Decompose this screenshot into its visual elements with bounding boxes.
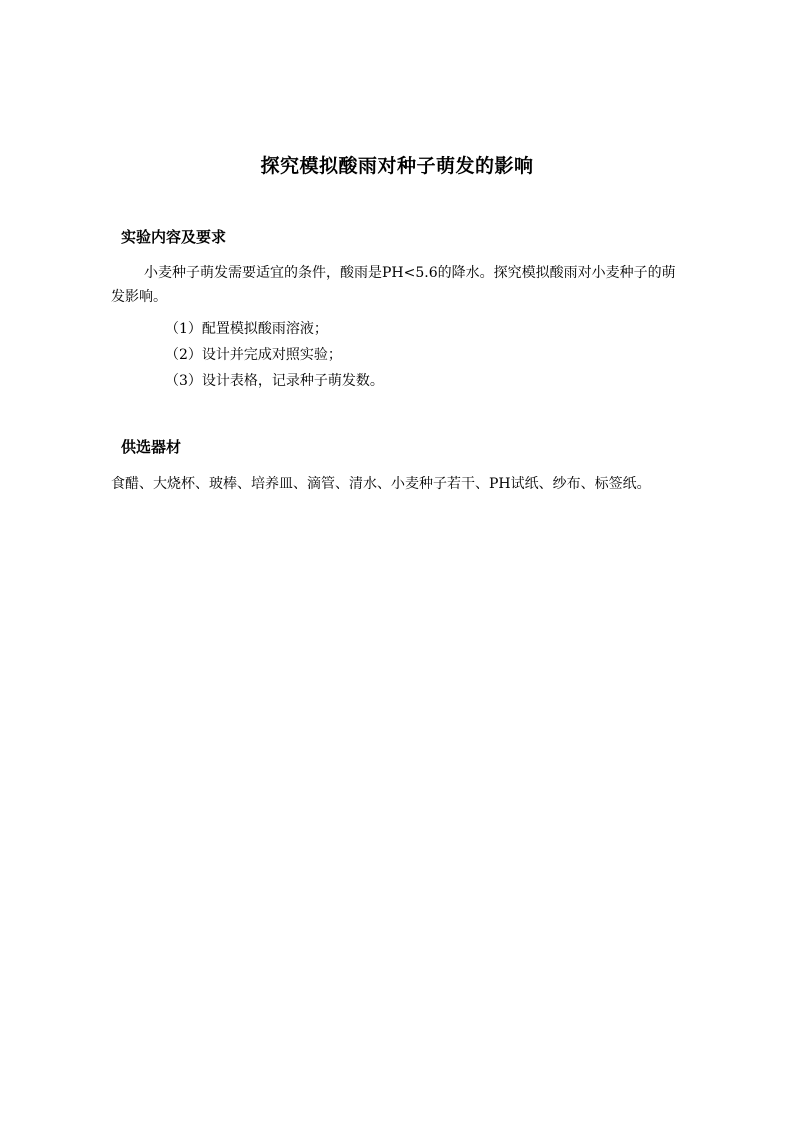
section-heading-materials: 供选器材 [121, 438, 182, 456]
requirement-item: （2）设计并完成对照实验； [165, 347, 342, 363]
materials-list-text: 食醋、大烧杯、玻棒、培养皿、滴管、清水、小麦种子若干、PH试纸、纱布、标签纸。 [111, 476, 651, 492]
requirement-item: （3）设计表格，记录种子萌发数。 [165, 373, 384, 389]
section-heading-experiment-requirements: 实验内容及要求 [121, 228, 227, 246]
requirements-list [165, 316, 384, 394]
requirement-item: （1）配置模拟酸雨溶液； [165, 321, 328, 337]
document-title: 探究模拟酸雨对种子萌发的影响 [260, 155, 534, 177]
experiment-description: 小麦种子萌发需要适宜的条件，酸雨是PH<5.6的降水。探究模拟酸雨对小麦种子的萌发影响。 [111, 265, 676, 305]
